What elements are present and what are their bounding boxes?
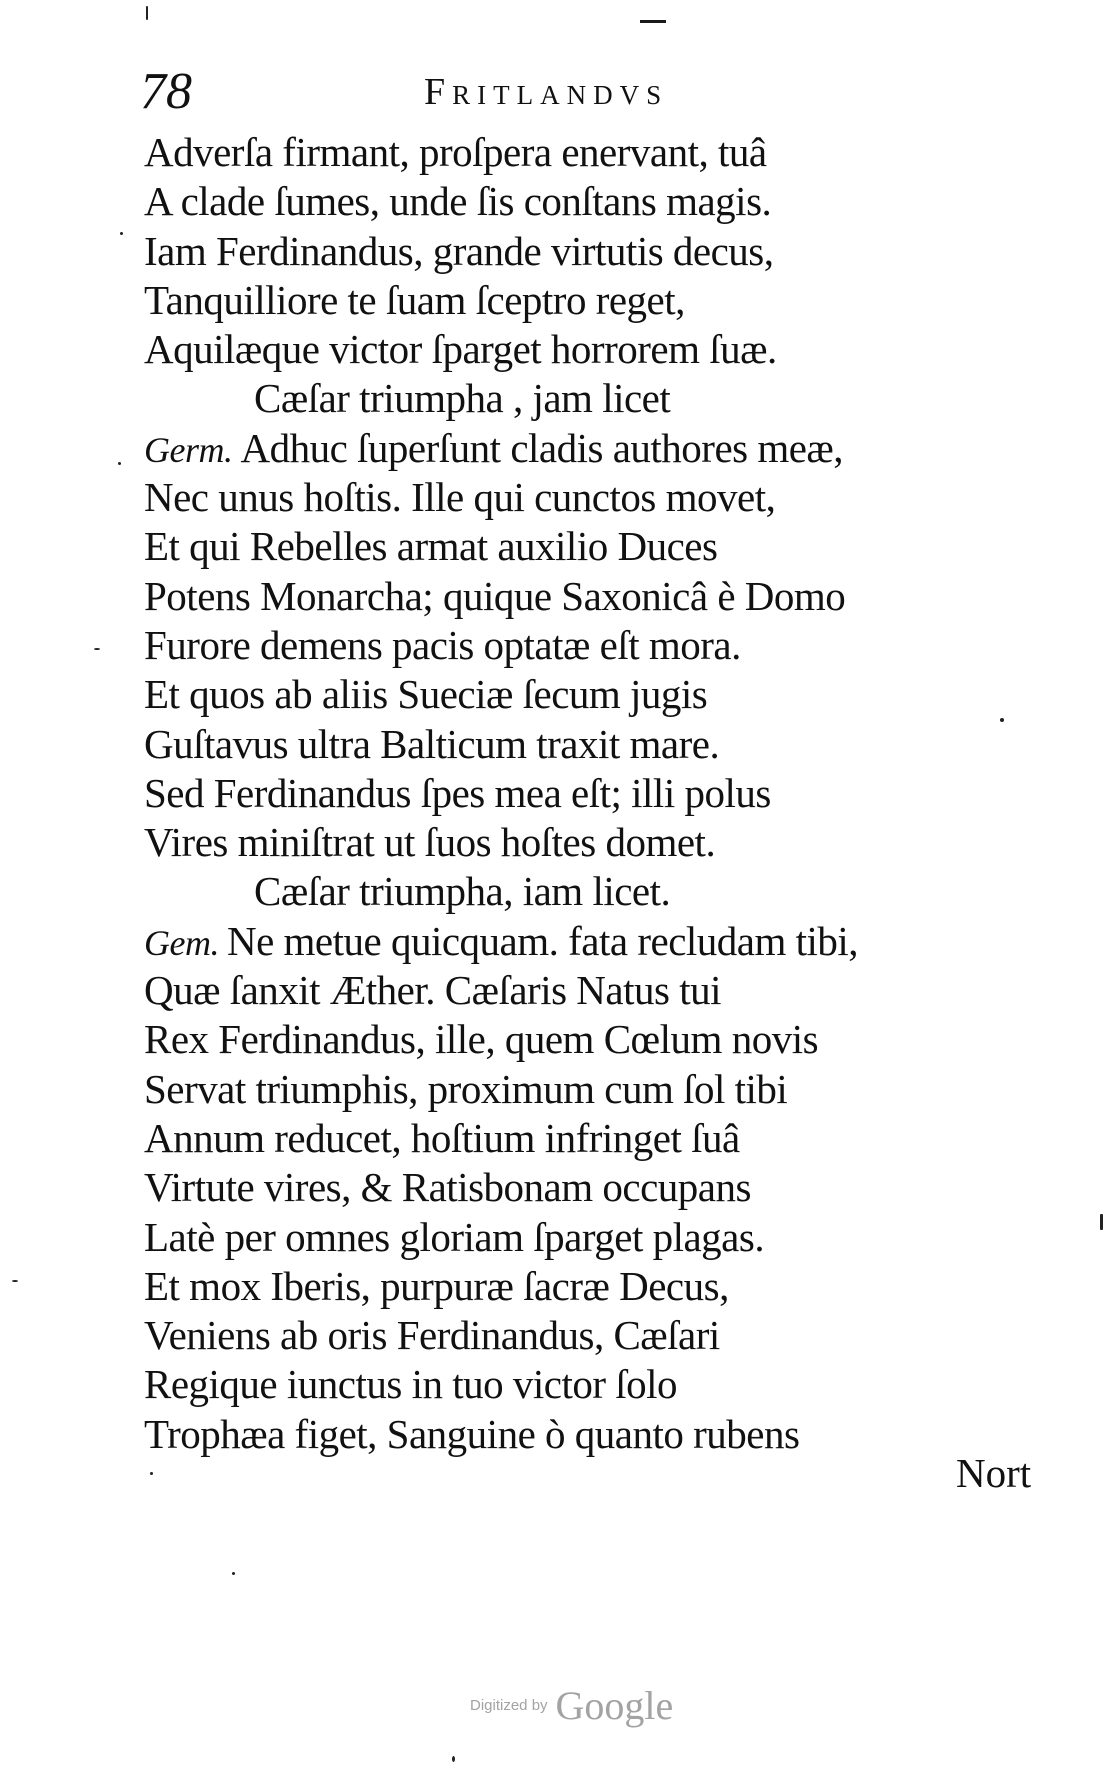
- verse-line: [144, 1065, 1044, 1114]
- watermark-prefix: Digitized by: [470, 1697, 548, 1714]
- page-header: [136, 62, 936, 122]
- verse-line-text: Cæſar triumpha, iam licet.: [254, 868, 671, 915]
- verse-line-text: Quæ ſanxit Æther. Cæſaris Natus tui: [144, 967, 721, 1014]
- verse-line: [144, 917, 1044, 966]
- verse-line: [144, 325, 1044, 374]
- verse-line-text: Et quos ab aliis Sueciæ ſecum jugis: [144, 671, 708, 718]
- scan-speck: [1100, 1214, 1103, 1230]
- speaker-label: Germ.: [144, 429, 233, 470]
- verse-line: [144, 1015, 1044, 1064]
- digitization-watermark: [470, 1682, 673, 1732]
- verse-line-text: Guſtavus ultra Balticum traxit mare.: [144, 720, 720, 767]
- scan-speck: [12, 1280, 18, 1282]
- scan-speck: [1000, 718, 1004, 722]
- verse-line-text: Trophæa figet, Sanguine ò quanto rubens: [144, 1410, 800, 1457]
- verse-line: [144, 424, 1044, 473]
- scan-speck: [452, 1756, 455, 1762]
- verse-line: [144, 227, 1044, 276]
- verse-line-text: Ne metue quicquam. fata recludam tibi,: [226, 917, 859, 964]
- verse-line: [144, 720, 1044, 769]
- verse-line: [144, 177, 1044, 226]
- verse-line-text: Adverſa firmant, proſpera enervant, tuâ: [144, 129, 767, 175]
- verse-line: [144, 1360, 1044, 1409]
- verse-line-text: Vires miniſtrat ut ſuos hoſtes domet.: [144, 819, 716, 866]
- page-number: 78: [140, 63, 192, 120]
- verse-line: [144, 621, 1044, 670]
- verse-line-text: A clade ſumes, unde ſis conſtans magis.: [144, 178, 772, 225]
- verse-line-text: Et mox Iberis, purpuræ ſacræ Decus,: [144, 1262, 729, 1309]
- verse-line: [144, 572, 1044, 621]
- verse-line: [144, 1311, 1044, 1360]
- verse-line: [144, 769, 1044, 818]
- verse-line-text: Latè per omnes gloriam ſparget plagas.: [144, 1213, 765, 1260]
- verse-line-text: Rex Ferdinandus, ille, quem Cœlum novis: [144, 1016, 819, 1063]
- verse-line-text: Aquilæque victor ſparget horrorem ſuæ.: [144, 326, 777, 373]
- verse-line-text: Furore demens pacis optatæ eſt mora.: [144, 621, 741, 668]
- verse-line-text: Nec unus hoſtis. Ille qui cunctos movet,: [144, 474, 776, 521]
- verse-line: [144, 1262, 1044, 1311]
- scan-speck: [120, 232, 123, 235]
- scan-speck: [94, 648, 100, 650]
- verse-line: [144, 966, 1044, 1015]
- verse-line-text: Potens Monarcha; quique Saxonicâ è Domo: [144, 572, 846, 619]
- verse-line: [144, 276, 1044, 325]
- top-dash-mark: [640, 20, 666, 23]
- scan-speck: [232, 1572, 235, 1575]
- verse-line-text: Regique iunctus in tuo victor ſolo: [144, 1361, 678, 1408]
- verse-line: [144, 473, 1044, 522]
- verse-line-text: Annum reducet, hoſtium infringet ſuâ: [144, 1114, 740, 1161]
- scan-speck: [118, 462, 121, 465]
- running-head: Fritlandvs: [424, 71, 669, 113]
- verse-line: [144, 128, 1044, 177]
- verse-line-text: Tanquilliore te ſuam ſceptro reget,: [144, 276, 685, 323]
- verse-line: [144, 374, 1044, 423]
- verse-line-text: Servat triumphis, proximum cum ſol tibi: [144, 1065, 788, 1112]
- verse-text: [144, 128, 1044, 1459]
- verse-line: [144, 1163, 1044, 1212]
- verse-line-text: Sed Ferdinandus ſpes mea eſt; illi polus: [144, 769, 771, 816]
- verse-line: [144, 522, 1044, 571]
- verse-line: [144, 867, 1044, 916]
- verse-line: [144, 670, 1044, 719]
- verse-line-text: Veniens ab oris Ferdinandus, Cæſari: [144, 1312, 720, 1359]
- verse-line-text: Et qui Rebelles armat auxilio Duces: [144, 523, 718, 570]
- verse-line: [144, 818, 1044, 867]
- watermark-brand: Google: [555, 1683, 674, 1728]
- verse-line-text: Iam Ferdinandus, grande virtutis decus,: [144, 227, 774, 274]
- catchword: Nort: [956, 1450, 1032, 1496]
- verse-line: [144, 1213, 1044, 1262]
- speaker-label: Gem.: [144, 922, 219, 963]
- verse-line-text: Virtute vires, & Ratisbonam occupans: [144, 1164, 751, 1211]
- scan-speck: [150, 1472, 153, 1475]
- verse-line: [144, 1114, 1044, 1163]
- scan-speck: [146, 6, 148, 20]
- verse-line-text: Adhuc ſuperſunt cladis authores meæ,: [240, 424, 844, 471]
- verse-line-text: Cæſar triumpha , jam licet: [254, 375, 671, 422]
- verse-line: [144, 1410, 1044, 1459]
